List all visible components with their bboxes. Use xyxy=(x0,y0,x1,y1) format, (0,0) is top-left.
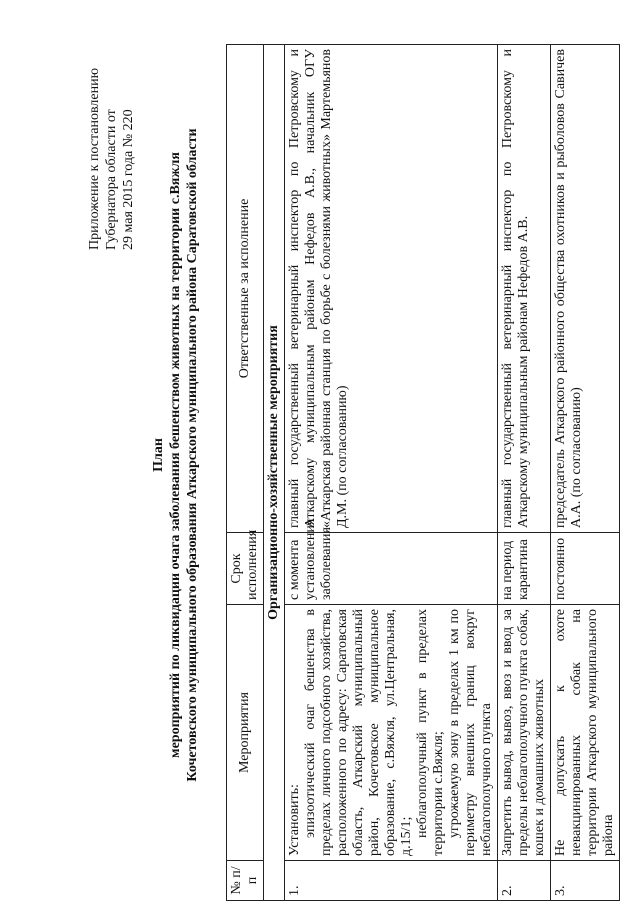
row-responsible: главный государственный ветеринарный инспектор по Петровскому и Аткарскому муниципальным районам Нефедов А.В., начальник ОГУ «Аткарская районная станция по борьбе с болезнями животных» Мартемьянов Д.М. (по согласованию) xyxy=(285,45,498,533)
table-header-row xyxy=(227,45,264,901)
measures-table xyxy=(226,44,620,901)
measure-paragraph: угрожаемую зону в пределах 1 км по периметру внешних границ вокруг неблагополучного пункта xyxy=(447,609,494,856)
row-responsible: главный государственный ветеринарный инспектор по Петровскому и Аткарскому муниципальным районам Нефедов А.В. xyxy=(498,45,551,533)
measure-paragraph: неблагополучный пункт в пределах территории с.Вяжля; xyxy=(415,609,446,856)
section-title: Организационно-хозяйственные мероприятия xyxy=(264,45,285,901)
title-subject: мероприятий по ликвидации очага заболевания бешенством животных на территории с.Вяжля xyxy=(168,152,183,758)
row-term: на период карантина xyxy=(498,533,551,605)
appendix-note xyxy=(86,20,137,250)
measure-paragraph: эпизоотический очаг бешенства в пределах личного подсобного хозяйства, расположенного по адресу: Саратовская область, Аткарский муниципальный район, Кочетовское муниципальное образование, с.Вяжля, ул.Центральная, д.15/1; xyxy=(303,609,414,856)
row-measure xyxy=(285,605,498,861)
header-num: № п/п xyxy=(227,861,264,901)
header-measures: Мероприятия xyxy=(227,605,264,861)
header-responsible: Ответственные за исполнение xyxy=(227,45,264,533)
row-num: 1. xyxy=(285,861,498,901)
measure-lead: Установить: xyxy=(287,784,302,856)
appendix-line: Губернатора области от xyxy=(104,109,119,250)
title-plan: План xyxy=(151,438,166,472)
appendix-line: 29 мая 2015 года № 220 xyxy=(121,109,136,250)
row-num: 2. xyxy=(498,861,551,901)
table-row xyxy=(498,45,551,901)
section-row xyxy=(264,45,285,901)
table-row xyxy=(285,45,498,901)
row-measure: Не допускать к охоте невакцинированных собак на территории Аткарского муниципального района xyxy=(551,605,620,861)
document-title xyxy=(150,95,201,815)
row-measure: Запретить вывод, вывоз, ввоз и ввод за пределы неблагополучного пункта собак, кошек и домашних животных xyxy=(498,605,551,861)
row-term: с момента установления заболевания xyxy=(285,533,498,605)
appendix-line: Приложение к постановлению xyxy=(87,67,102,250)
header-term: Срок исполнения xyxy=(227,533,264,605)
table-row xyxy=(551,45,620,901)
row-num: 3. xyxy=(551,861,620,901)
row-term: постоянно xyxy=(551,533,620,605)
row-responsible: председатель Аткарского районного общества охотников и рыболовов Савичев А.А. (по согласованию) xyxy=(551,45,620,533)
title-location: Кочетовского муниципального образования Аткарского муниципального района Саратовской области xyxy=(185,128,200,782)
